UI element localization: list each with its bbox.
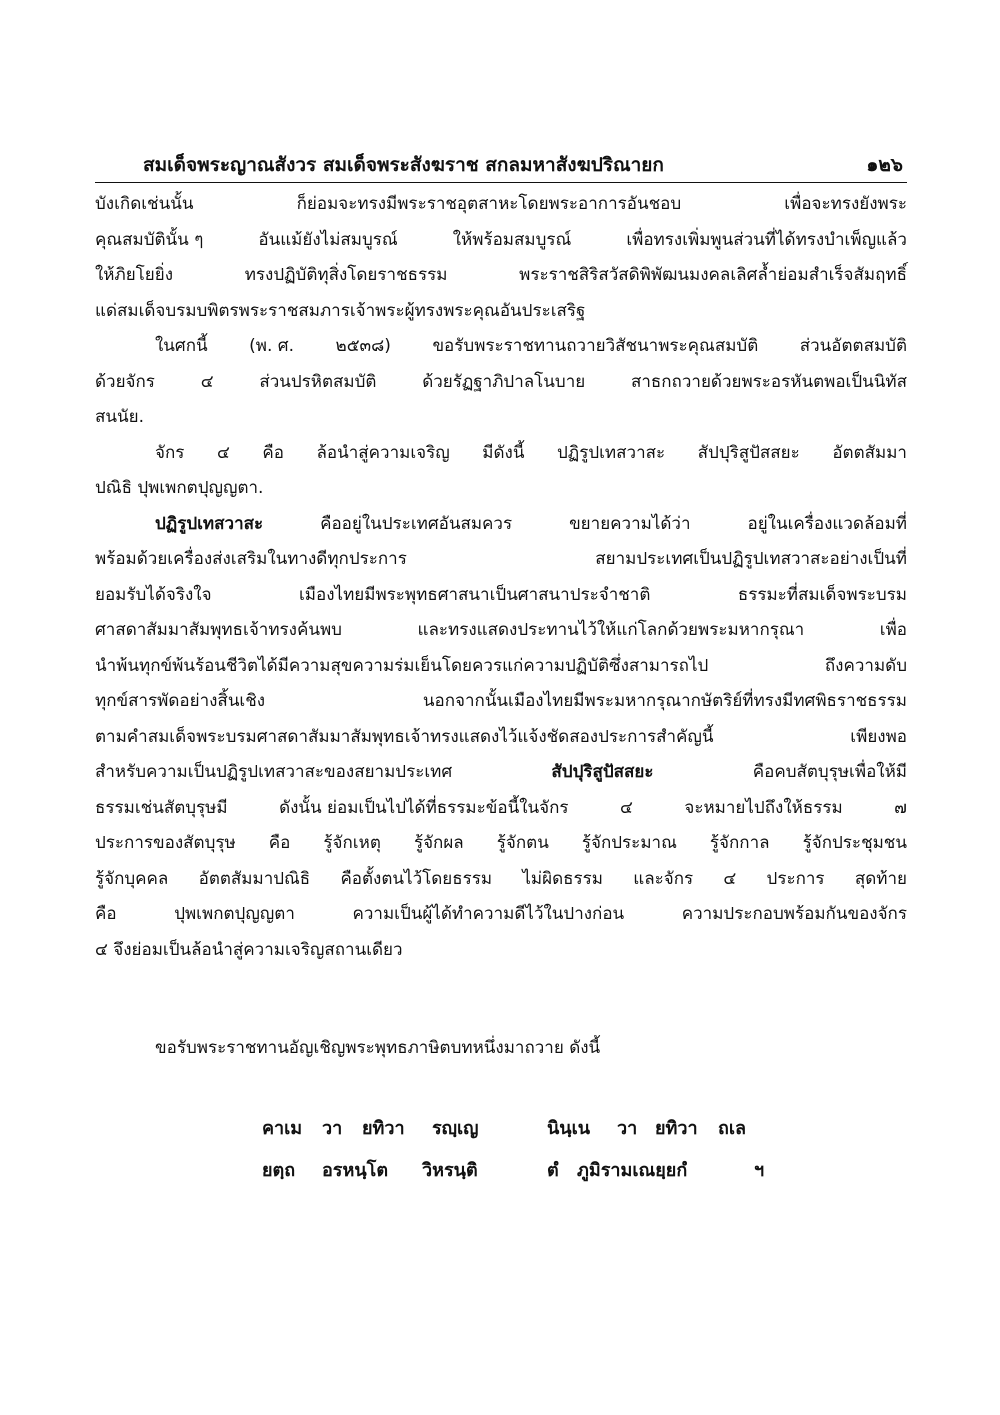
word: อัตตสัมมา — [832, 442, 907, 463]
text-line — [95, 897, 907, 933]
word: ปุพเพกตปุญญตา — [174, 904, 295, 924]
text-line — [95, 436, 907, 472]
text-line — [95, 862, 907, 898]
word: อัตตสัมมาปณิธิ — [198, 868, 311, 889]
word: รู้จักกาล — [709, 833, 770, 853]
term-heading: ปฏิรูปเทสวาสะ — [155, 513, 264, 534]
verse-word: ยทิวา — [655, 1118, 698, 1139]
word: เมืองไทยมีพระพุทธศาสนาเป็นศาสนาประจำชาติ — [299, 584, 651, 605]
word: ๒๕๓๘) — [335, 336, 391, 356]
text-line — [95, 826, 907, 862]
word: รู้จักประชุมชน — [802, 833, 907, 853]
word: ถึงความดับ — [824, 655, 907, 676]
word: สุดท้าย — [854, 868, 907, 889]
text-line — [95, 258, 907, 294]
word: ด้วยจักร — [95, 371, 155, 392]
word: ธรรมะที่สมเด็จพระบรม — [737, 584, 907, 605]
word: สนนัย. — [95, 407, 144, 427]
word: พร้อมด้วยเครื่องส่งเสริมในทางดีทุกประการ — [95, 549, 407, 569]
word: คือ — [95, 904, 117, 924]
word: คือ — [268, 833, 291, 853]
word: ไม่ผิดธรรม — [522, 868, 603, 889]
word: ประการ — [766, 868, 825, 889]
word: คืออยู่ในประเทศอันสมควร — [320, 513, 513, 534]
header-rule — [95, 182, 907, 183]
word: เพื่อ — [879, 620, 907, 640]
word: ตามคำสมเด็จพระบรมศาสดาสัมมาสัมพุทธเจ้าทรงแสดงไว้แจ้งชัดสองประการสำคัญนี้ — [95, 726, 714, 747]
running-title: สมเด็จพระญาณสังวร สมเด็จพระสังฆราช สกลมหาสังฆปริณายก — [143, 154, 664, 176]
text-line — [95, 791, 907, 827]
text-line — [95, 542, 907, 578]
verse-word: ยทิวา — [362, 1118, 405, 1139]
word: ดังนั้น ย่อมเป็นไปได้ที่ธรรมะข้อนี้ในจักร — [279, 797, 569, 818]
word: ปฏิรูปเทสวาสะ — [557, 442, 666, 463]
verse-word: ฯ — [754, 1160, 765, 1181]
word: ขยายความได้ว่า — [569, 513, 691, 534]
page-number: ๑๒๖ — [866, 154, 903, 176]
word: ให้พร้อมสมบูรณ์ — [452, 229, 572, 250]
verse-word: วา — [322, 1118, 343, 1139]
word: รู้จักผล — [413, 833, 464, 853]
word: เพียงพอ — [850, 726, 907, 747]
verse-word: ตํ — [547, 1160, 559, 1181]
verse-word: รญฺเญ — [432, 1118, 479, 1139]
word: ให้ภิยโยยิ่ง — [95, 265, 174, 285]
word: ๔ จึงย่อมเป็นล้อนำสู่ความเจริญสถานเดียว — [95, 939, 403, 960]
pali-verse — [262, 1108, 782, 1192]
text-line — [95, 329, 907, 365]
word: รู้จักบุคคล — [95, 868, 169, 889]
word: ในศกนี้ — [155, 336, 208, 356]
word: แด่สมเด็จบรมบพิตรพระราชสมภารเจ้าพระผู้ทรงพระคุณอันประเสริฐ — [95, 300, 586, 321]
text-line — [95, 187, 907, 223]
word: คือคบสัตบุรุษเพื่อให้มี — [752, 762, 907, 782]
word: สยามประเทศเป็นปฏิรูปเทสวาสะอย่างเป็นที่ — [595, 549, 907, 569]
word: เพื่อทรงเพิ่มพูนส่วนที่ได้ทรงบำเพ็ญแล้ว — [626, 229, 907, 250]
word: ล้อนำสู่ความเจริญ — [316, 442, 450, 463]
word: (พ. ศ. — [249, 336, 294, 356]
word: มีดังนี้ — [482, 442, 525, 463]
word: ๗ — [894, 797, 907, 818]
word: ทุกข์สารพัดอย่างสิ้นเชิง — [95, 691, 266, 711]
word: ประการของสัตบุรุษ — [95, 833, 236, 853]
text-line — [95, 578, 907, 614]
text-line — [95, 933, 907, 969]
text-line — [95, 294, 907, 330]
word: อันแม้ยังไม่สมบูรณ์ — [258, 229, 398, 250]
word: และจักร — [633, 868, 694, 889]
closing-line: ขอรับพระราชทานอัญเชิญพระพุทธภาษิตบทหนึ่งมาถวาย ดังนี้ — [155, 1038, 601, 1058]
verse-word: ภูมิรามเณยฺยกํ — [577, 1160, 688, 1181]
word: เพื่อจะทรงยังพระ — [784, 194, 907, 214]
word: ยอมรับได้จริงใจ — [95, 584, 212, 605]
word: สัปปุริสูปัสสยะ — [697, 442, 800, 463]
word: ส่วนอัตตสมบัติ — [799, 336, 907, 356]
word: สาธกถวายด้วยพระอรหันตพอเป็นนิทัส — [630, 371, 907, 392]
word: ธรรมเช่นสัตบุรุษมี — [95, 797, 228, 818]
word: ขอรับพระราชทานถวายวิสัชนาพระคุณสมบัติ — [432, 336, 759, 356]
word: คือ — [262, 442, 284, 463]
word: ส่วนปรหิตสมบัติ — [259, 371, 377, 392]
word: จักร — [155, 442, 185, 463]
verse-row-1 — [262, 1108, 782, 1150]
verse-word: คาเม — [262, 1118, 303, 1139]
verse-word: อรหนฺโต — [322, 1160, 389, 1181]
word: ความประกอบพร้อมกันของจักร — [681, 904, 907, 924]
verse-word: วา — [617, 1118, 638, 1139]
running-header — [95, 144, 907, 182]
body-text — [95, 187, 907, 968]
word: บังเกิดเช่นนั้น — [95, 194, 194, 214]
word: รู้จักประมาณ — [581, 833, 677, 853]
word: สำหรับความเป็นปฏิรูปเทสวาสะของสยามประเทศ — [95, 762, 453, 782]
word: รู้จักตน — [496, 833, 549, 853]
word: คือตั้งตนไว้โดยธรรม — [340, 868, 493, 889]
word: อยู่ในเครื่องแวดล้อมที่ — [747, 513, 907, 534]
verse-word: ยตฺถ — [262, 1160, 296, 1181]
text-line — [95, 755, 907, 791]
text-line — [95, 471, 907, 507]
verse-word: นินฺเน — [547, 1118, 591, 1139]
word: ทรงปฏิบัติทุสิ่งโดยราชธรรม — [244, 265, 448, 285]
word: ปณิธิ ปุพเพกตปุญญตา. — [95, 478, 264, 498]
word: ความเป็นผู้ได้ทำความดีไว้ในปางก่อน — [352, 904, 625, 924]
verse-word: ถเล — [718, 1118, 747, 1139]
text-line — [95, 400, 907, 436]
verse-row-2 — [262, 1150, 782, 1192]
text-line — [95, 223, 907, 259]
term-heading: สัปปุริสูปัสสยะ — [551, 762, 654, 782]
word: จะหมายไปถึงให้ธรรม — [684, 797, 843, 818]
word: ด้วยรัฏฐาภิปาลโนบาย — [422, 371, 586, 392]
word: ๔ — [620, 797, 633, 818]
word: ๔ — [200, 371, 214, 392]
word: ๔ — [216, 442, 230, 463]
word: รู้จักเหตุ — [323, 833, 381, 853]
verse-word: วิหรนฺติ — [422, 1160, 478, 1181]
word: และทรงแสดงประทานไว้ให้แก่โลกด้วยพระมหากรุณา — [417, 620, 805, 640]
word: นอกจากนั้นเมืองไทยมีพระมหากรุณากษัตริย์ที่ทรงมีทศพิธราชธรรม — [422, 691, 907, 711]
text-line — [95, 684, 907, 720]
word: ศาสดาสัมมาสัมพุทธเจ้าทรงค้นพบ — [95, 620, 342, 640]
word: คุณสมบัตินั้น ๆ — [95, 229, 204, 250]
text-line — [95, 613, 907, 649]
text-line — [95, 720, 907, 756]
text-line — [95, 649, 907, 685]
text-line — [95, 365, 907, 401]
word: นำพ้นทุกข์พ้นร้อนชีวิตได้มีความสุขความร่มเย็นโดยควรแก่ความปฏิบัติซึ่งสามารถไป — [95, 655, 709, 676]
text-line — [95, 507, 907, 543]
word: ก็ย่อมจะทรงมีพระราชอุตสาหะโดยพระอาการอันชอบ — [296, 194, 682, 214]
word: ๔ — [723, 868, 737, 889]
word: พระราชสิริสวัสดิพิพัฒนมงคลเลิศล้ำย่อมสำเร็จสัมฤทธิ์ — [519, 265, 907, 285]
